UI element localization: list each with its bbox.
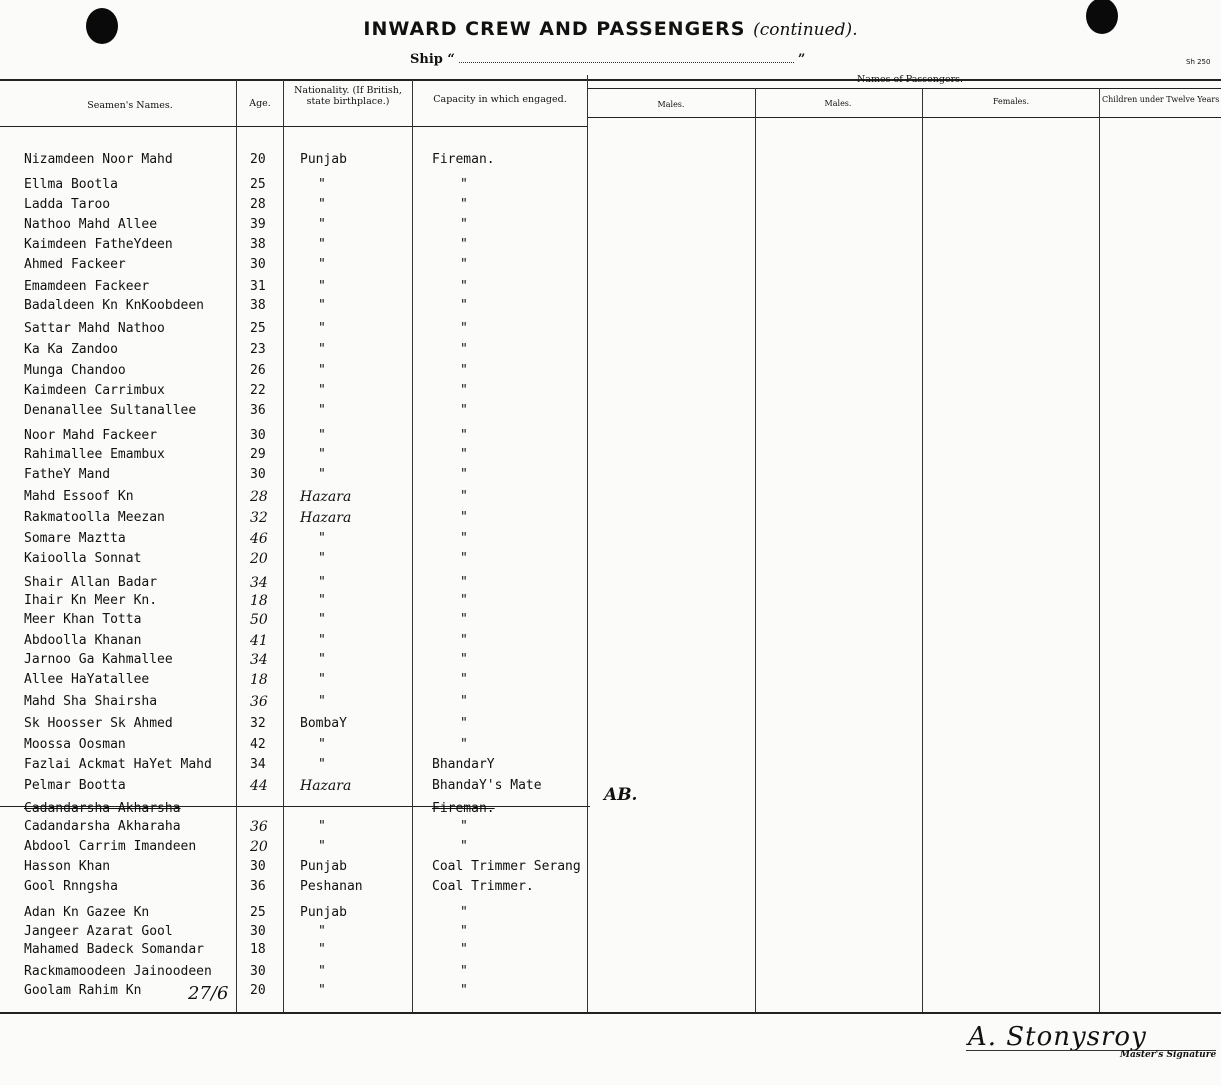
crew-capacity: " <box>460 197 468 212</box>
crew-name: Moossa Oosman <box>24 737 126 752</box>
crew-age: 36 <box>250 879 266 894</box>
header-males-1: Males. <box>657 100 685 109</box>
crew-capacity: " <box>460 428 468 443</box>
tally-note: 27/6 <box>188 983 229 1004</box>
crew-capacity: " <box>460 217 468 232</box>
crew-capacity: " <box>460 652 468 667</box>
crew-nationality: " <box>318 428 326 443</box>
crew-age: 20 <box>250 152 266 167</box>
crew-age: 30 <box>250 428 266 443</box>
ship-end-quote: ” <box>797 52 806 67</box>
crew-age: 50 <box>250 612 268 628</box>
crew-capacity: " <box>460 612 468 627</box>
crew-nationality: Peshanan <box>300 879 363 894</box>
crew-name: Goolam Rahim Kn <box>24 983 142 998</box>
crew-age: 36 <box>250 819 268 835</box>
crew-capacity: " <box>460 298 468 313</box>
crew-name: Nathoo Mahd Allee <box>24 217 158 232</box>
crew-nationality: " <box>318 757 326 772</box>
crew-age: 30 <box>250 467 266 482</box>
crew-nationality: " <box>318 403 326 418</box>
crew-age: 20 <box>250 983 266 998</box>
crew-age: 23 <box>250 342 266 357</box>
crew-capacity: " <box>460 342 468 357</box>
crew-name: Ahmed Fackeer <box>24 257 126 272</box>
crew-nationality: " <box>318 983 326 998</box>
col-rule-nat <box>283 80 284 1012</box>
crew-nationality: " <box>318 217 326 232</box>
crew-nationality: " <box>318 298 326 313</box>
crew-name: Meer Khan Totta <box>24 612 142 627</box>
crew-capacity: " <box>460 177 468 192</box>
crew-name: Denanallee Sultanallee <box>24 403 197 418</box>
crew-capacity: " <box>460 575 468 590</box>
crew-age: 20 <box>250 839 268 855</box>
crew-nationality: " <box>318 342 326 357</box>
ship-field <box>410 52 805 67</box>
title-continued: (continued). <box>753 20 858 40</box>
crew-nationality: " <box>318 737 326 752</box>
crew-nationality: Hazara <box>300 510 352 526</box>
crew-age: 38 <box>250 298 266 313</box>
crew-capacity: " <box>460 383 468 398</box>
crew-nationality: " <box>318 593 326 608</box>
crew-nationality: " <box>318 279 326 294</box>
signature-label: Master's Signature <box>1120 1050 1217 1060</box>
crew-capacity: " <box>460 257 468 272</box>
crew-name: Emamdeen Fackeer <box>24 279 150 294</box>
ship-label: Ship “ <box>410 52 455 67</box>
crew-nationality: " <box>318 672 326 687</box>
passenger-header-rule <box>587 88 1221 89</box>
crew-nationality: " <box>318 652 326 667</box>
crew-capacity: " <box>460 321 468 336</box>
header-passengers: Names of Passengers. <box>856 74 964 85</box>
crew-name: Cadandarsha Akharsha <box>24 801 181 816</box>
crew-age: 28 <box>250 489 268 505</box>
crew-name: Badaldeen Kn KnKoobdeen <box>24 298 205 313</box>
crew-capacity: " <box>460 467 468 482</box>
crew-nationality: " <box>318 633 326 648</box>
crew-name: Ihair Kn Meer Kn. <box>24 593 158 608</box>
crew-capacity: " <box>460 531 468 546</box>
crew-age: 36 <box>250 694 268 710</box>
crew-age: 36 <box>250 403 266 418</box>
crew-capacity: " <box>460 510 468 525</box>
crew-nationality: " <box>318 383 326 398</box>
crew-age: 30 <box>250 257 266 272</box>
crew-name: Nizamdeen Noor Mahd <box>24 152 173 167</box>
crew-age: 44 <box>250 778 268 794</box>
header-children: Children under Twelve Years <box>1102 95 1220 104</box>
crew-capacity: Coal Trimmer. <box>432 879 534 894</box>
crew-name: Ladda Taroo <box>24 197 111 212</box>
crew-age: 18 <box>250 672 268 688</box>
crew-age: 18 <box>250 593 268 609</box>
crew-nationality: " <box>318 839 326 854</box>
crew-age: 38 <box>250 237 266 252</box>
crew-age: 30 <box>250 964 266 979</box>
crew-capacity: " <box>460 489 468 504</box>
passenger-subheader-rule <box>587 117 1221 118</box>
crew-name: Ka Ka Zandoo <box>24 342 118 357</box>
crew-nationality: " <box>318 575 326 590</box>
crew-nationality: " <box>318 551 326 566</box>
crew-age: 34 <box>250 575 268 591</box>
crew-name: Kaimdeen Carrimbux <box>24 383 165 398</box>
crew-name: Allee HaYatallee <box>24 672 150 687</box>
crew-capacity: Fireman. <box>432 152 495 167</box>
crew-nationality: " <box>318 531 326 546</box>
crew-age: 26 <box>250 363 266 378</box>
crew-capacity: " <box>460 716 468 731</box>
crew-nationality: " <box>318 694 326 709</box>
crew-name: Hasson Khan <box>24 859 111 874</box>
crew-nationality: BombaY <box>300 716 347 731</box>
crew-age: 46 <box>250 531 268 547</box>
crew-capacity: " <box>460 633 468 648</box>
crew-age: 22 <box>250 383 266 398</box>
crew-capacity: " <box>460 694 468 709</box>
crew-capacity: " <box>460 593 468 608</box>
crew-capacity: " <box>460 964 468 979</box>
crew-name: Mahd Essoof Kn <box>24 489 134 504</box>
crew-name: Rackmamoodeen Jainoodeen <box>24 964 212 979</box>
crew-nationality: " <box>318 321 326 336</box>
crew-age: 42 <box>250 737 266 752</box>
col-rule-passengers <box>587 75 588 1012</box>
crew-capacity: Coal Trimmer Serang <box>432 859 581 874</box>
crew-nationality: " <box>318 363 326 378</box>
crew-capacity: " <box>460 819 468 834</box>
crew-nationality: Punjab <box>300 152 347 167</box>
crew-age: 39 <box>250 217 266 232</box>
crew-name: FatheY Mand <box>24 467 111 482</box>
crew-nationality: Hazara <box>300 778 352 794</box>
master-signature: A. Stonysroy <box>968 1022 1147 1052</box>
header-females: Females. <box>992 97 1030 106</box>
title-text: INWARD CREW AND PASSENGERS <box>363 18 746 40</box>
crew-capacity: " <box>460 983 468 998</box>
crew-capacity: " <box>460 447 468 462</box>
crew-capacity: " <box>460 279 468 294</box>
crew-name: Rahimallee Emambux <box>24 447 165 462</box>
crew-capacity: BhandarY <box>432 757 495 772</box>
crew-name: Rakmatoolla Meezan <box>24 510 165 525</box>
crew-age: 18 <box>250 942 266 957</box>
header-bottom-rule <box>0 126 587 127</box>
header-seamens-names: Seamen's Names. <box>87 100 173 111</box>
table-bottom-rule <box>0 1012 1221 1014</box>
crew-capacity: " <box>460 924 468 939</box>
crew-capacity: BhandaY's Mate <box>432 778 542 793</box>
crew-name: Noor Mahd Fackeer <box>24 428 158 443</box>
header-nationality: Nationality. (If British, state birthplace.) <box>294 85 402 107</box>
crew-age: 34 <box>250 757 266 772</box>
crew-name: Fazlai Ackmat HaYet Mahd <box>24 757 212 772</box>
crew-capacity: " <box>460 672 468 687</box>
crew-capacity: " <box>460 237 468 252</box>
col-rule-males2 <box>755 88 756 1012</box>
crew-age: 25 <box>250 321 266 336</box>
crew-nationality: Punjab <box>300 905 347 920</box>
crew-nationality: " <box>318 942 326 957</box>
crew-age: 41 <box>250 633 268 649</box>
crew-age: 31 <box>250 279 266 294</box>
crew-name: Mahd Sha Shairsha <box>24 694 158 709</box>
col-rule-cap <box>412 80 413 1012</box>
header-capacity: Capacity in which engaged. <box>433 94 567 105</box>
crew-name: Kaimdeen FatheYdeen <box>24 237 173 252</box>
crew-nationality: " <box>318 197 326 212</box>
crew-age: 25 <box>250 177 266 192</box>
crew-nationality: " <box>318 924 326 939</box>
crew-name: Munga Chandoo <box>24 363 126 378</box>
crew-name: Jarnoo Ga Kahmallee <box>24 652 173 667</box>
crew-name: Adan Kn Gazee Kn <box>24 905 150 920</box>
crew-name: Pelmar Bootta <box>24 778 126 793</box>
initials-mark: AB. <box>604 785 638 805</box>
crew-nationality: " <box>318 819 326 834</box>
crew-name: Mahamed Badeck Somandar <box>24 942 205 957</box>
crew-name: Ellma Bootla <box>24 177 118 192</box>
form-number: Sh 250 <box>1186 58 1211 66</box>
crew-name: Sk Hoosser Sk Ahmed <box>24 716 173 731</box>
crew-nationality: " <box>318 964 326 979</box>
col-rule-females <box>922 88 923 1012</box>
col-rule-children <box>1099 88 1100 1012</box>
crew-age: 25 <box>250 905 266 920</box>
crew-name: Abdool Carrim Imandeen <box>24 839 197 854</box>
crew-nationality: " <box>318 237 326 252</box>
crew-age: 30 <box>250 859 266 874</box>
crew-nationality: Punjab <box>300 859 347 874</box>
crew-name: Jangeer Azarat Gool <box>24 924 173 939</box>
crew-capacity: " <box>460 737 468 752</box>
crew-name: Sattar Mahd Nathoo <box>24 321 165 336</box>
crew-nationality: " <box>318 612 326 627</box>
crew-age: 32 <box>250 510 268 526</box>
crew-nationality: Hazara <box>300 489 352 505</box>
crew-age: 30 <box>250 924 266 939</box>
crew-capacity: " <box>460 363 468 378</box>
header-males-2: Males. <box>824 99 852 108</box>
crew-capacity: Fireman. <box>432 801 495 816</box>
crew-nationality: " <box>318 257 326 272</box>
crew-age: 32 <box>250 716 266 731</box>
crew-name: Abdoolla Khanan <box>24 633 142 648</box>
crew-capacity: " <box>460 551 468 566</box>
header-age: Age. <box>249 98 271 109</box>
crew-age: 34 <box>250 652 268 668</box>
crew-name: Gool Rnngsha <box>24 879 118 894</box>
crew-capacity: " <box>460 942 468 957</box>
page-title <box>0 18 1221 40</box>
crew-capacity: " <box>460 403 468 418</box>
col-rule-age <box>236 80 237 1012</box>
crew-nationality: " <box>318 447 326 462</box>
crew-nationality: " <box>318 177 326 192</box>
crew-age: 29 <box>250 447 266 462</box>
crew-capacity: " <box>460 905 468 920</box>
crew-name: Shair Allan Badar <box>24 575 158 590</box>
crew-name: Cadandarsha Akharaha <box>24 819 181 834</box>
crew-name: Somare Maztta <box>24 531 126 546</box>
crew-capacity: " <box>460 839 468 854</box>
crew-nationality: " <box>318 467 326 482</box>
crew-age: 28 <box>250 197 266 212</box>
crew-age: 20 <box>250 551 268 567</box>
ship-name-blank <box>459 52 794 63</box>
crew-name: Kaioolla Sonnat <box>24 551 142 566</box>
